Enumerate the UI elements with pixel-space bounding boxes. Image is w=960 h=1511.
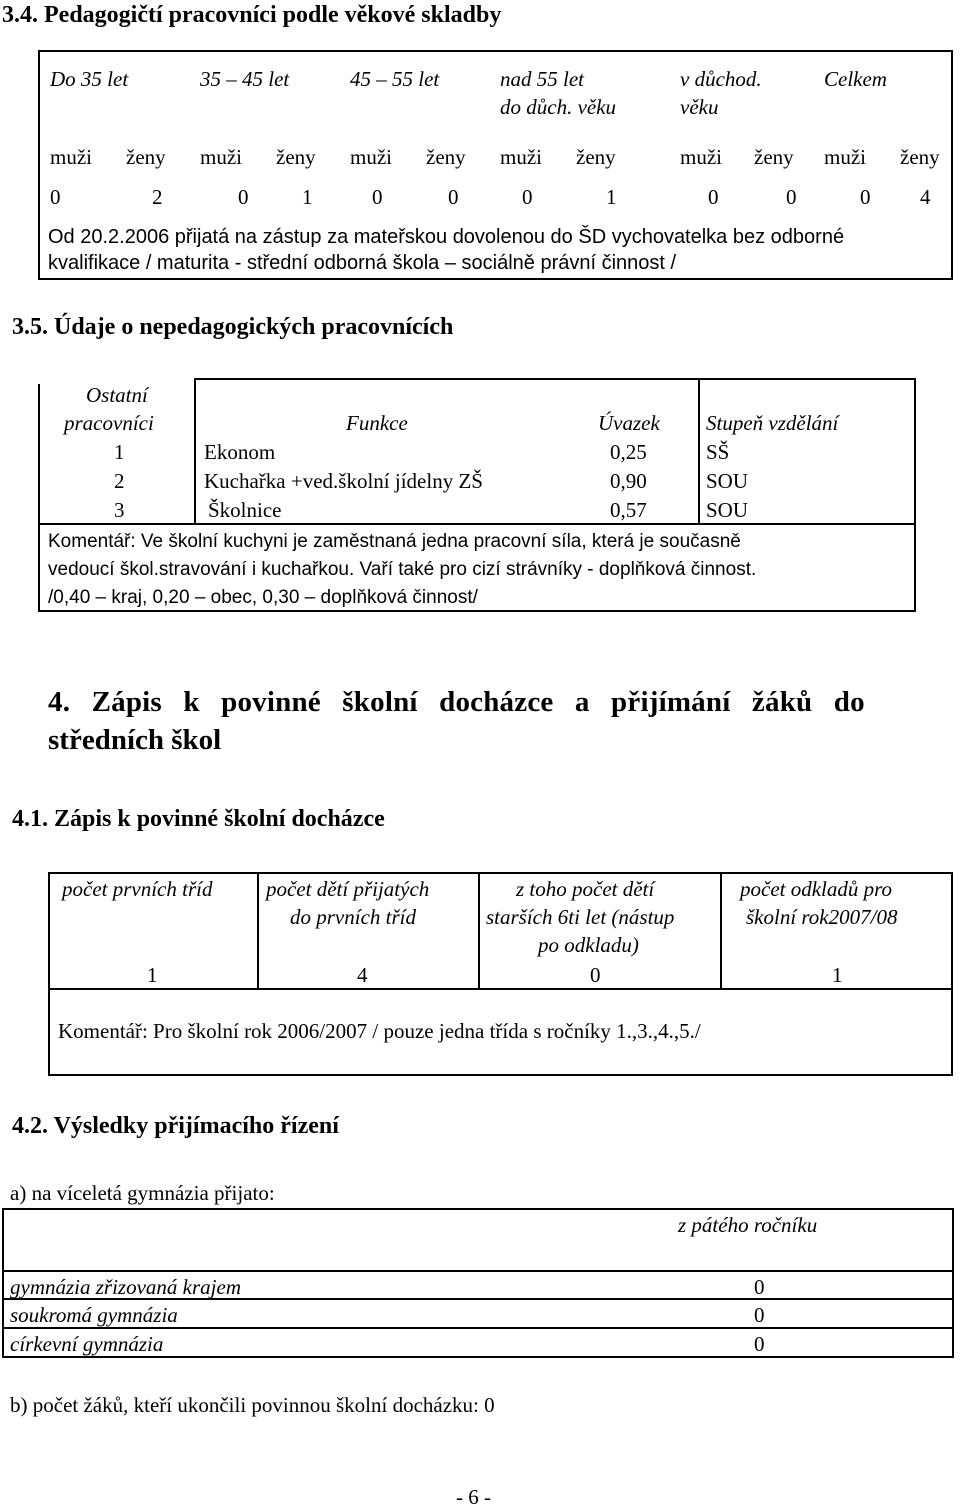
- gender-cell: muži: [680, 145, 722, 169]
- age-group-header: do důch. věku: [500, 95, 617, 119]
- enroll-header-older-children: po odkladu): [538, 933, 639, 957]
- admission-b-label: b) počet žáků, kteří ukončili povinnou školní docházku: 0: [10, 1393, 495, 1417]
- enroll-value: 1: [147, 963, 158, 987]
- value-cell: 0: [50, 185, 61, 209]
- admission-row-label: soukromá gymnázia: [10, 1303, 178, 1327]
- staff-comment: /0,40 – kraj, 0,20 – obec, 0,30 – doplňková činnost/: [48, 587, 478, 608]
- staff-comment: vedoucí škol.stravování i kuchařkou. Vaří také pro cizí strávníky - doplňková činnost.: [48, 559, 757, 580]
- section-4-2-heading: 4.2. Výsledky přijímacího řízení: [12, 1113, 339, 1139]
- enroll-header-older-children: z toho počet dětí: [516, 877, 655, 901]
- value-cell: 2: [152, 185, 163, 209]
- admission-col-header: z pátého ročníku: [678, 1213, 818, 1237]
- staff-header-load: Úvazek: [598, 411, 660, 435]
- admission-row-label: gymnázia zřizovaná krajem: [10, 1275, 241, 1299]
- enroll-header-deferrals: školní rok2007/08: [746, 905, 898, 929]
- staff-comment: Komentář: Ve školní kuchyni je zaměstnaná jedna pracovní síla, která je současně: [48, 531, 741, 552]
- gender-cell: muži: [200, 145, 242, 169]
- value-cell: 0: [860, 185, 871, 209]
- staff-header-function: Funkce: [346, 411, 408, 435]
- staff-header-education: Stupeň vzdělání: [706, 411, 839, 435]
- staff-row-number: 1: [114, 440, 125, 464]
- age-table-note: Od 20.2.2006 přijatá na zástup za mateřskou dovolenou do ŠD vychovatelka bez odborné: [48, 226, 845, 248]
- staff-header-col1: pracovníci: [64, 411, 154, 435]
- gender-cell: muži: [350, 145, 392, 169]
- admission-row-value: 0: [754, 1303, 765, 1327]
- staff-row-function: Kuchařka +ved.školní jídelny ZŠ: [204, 469, 483, 493]
- admission-row-label: církevní gymnázia: [10, 1332, 164, 1356]
- age-group-header: 35 – 45 let: [200, 67, 290, 91]
- value-cell: 0: [708, 185, 719, 209]
- age-table-note: kvalifikace / maturita - střední odborná škola – sociálně právní činnost /: [48, 252, 677, 274]
- value-cell: 1: [606, 185, 617, 209]
- admission-row-value: 0: [754, 1275, 765, 1299]
- age-group-header: Do 35 let: [50, 67, 129, 91]
- staff-row-number: 3: [114, 498, 125, 522]
- staff-row-education: SOU: [706, 469, 749, 493]
- age-group-header: nad 55 let: [500, 67, 584, 91]
- enrollment-table: [48, 872, 953, 1076]
- gender-cell: muži: [50, 145, 92, 169]
- staff-row-load: 0,25: [610, 440, 647, 464]
- section-4-1-heading: 4.1. Zápis k povinné školní docházce: [12, 806, 385, 832]
- value-cell: 0: [238, 185, 249, 209]
- enroll-value: 0: [590, 963, 601, 987]
- section-4-heading-cont: středních škol: [48, 724, 222, 756]
- age-group-header: 45 – 55 let: [350, 67, 440, 91]
- enroll-value: 4: [357, 963, 368, 987]
- value-cell: 0: [372, 185, 383, 209]
- gender-cell: ženy: [126, 145, 166, 169]
- gender-cell: ženy: [576, 145, 616, 169]
- section-3-4-heading: 3.4. Pedagogičtí pracovníci podle věkové skladby: [2, 2, 502, 28]
- value-cell: 0: [522, 185, 533, 209]
- age-group-header: v důchod.: [680, 67, 762, 91]
- staff-row-function: Ekonom: [204, 440, 276, 464]
- value-cell: 1: [302, 185, 313, 209]
- section-4-heading: 4. Zápis k povinné školní docházce a přijímání žáků do: [48, 686, 865, 718]
- gender-cell: ženy: [900, 145, 940, 169]
- age-group-header: věku: [680, 95, 719, 119]
- age-group-header: Celkem: [824, 67, 887, 91]
- value-cell: 0: [448, 185, 459, 209]
- staff-row-number: 2: [114, 469, 125, 493]
- gender-cell: ženy: [754, 145, 794, 169]
- gender-cell: ženy: [276, 145, 316, 169]
- age-structure-table: [38, 50, 953, 280]
- enroll-header-first-classes: počet prvních tříd: [62, 877, 213, 901]
- gender-cell: ženy: [426, 145, 466, 169]
- enroll-header-children-admitted: počet dětí přijatých: [266, 877, 430, 901]
- enroll-header-children-admitted: do prvních tříd: [290, 905, 416, 929]
- page-number: - 6 -: [456, 1485, 491, 1509]
- staff-row-education: SŠ: [706, 440, 730, 464]
- enroll-value: 1: [832, 963, 843, 987]
- section-3-5-heading: 3.5. Údaje o nepedagogických pracovnících: [12, 314, 454, 340]
- admission-a-label: a) na víceletá gymnázia přijato:: [10, 1181, 275, 1205]
- admission-row-value: 0: [754, 1332, 765, 1356]
- value-cell: 0: [786, 185, 797, 209]
- staff-table: [38, 378, 916, 612]
- admission-table: [2, 1208, 954, 1360]
- enroll-header-deferrals: počet odkladů pro: [740, 877, 893, 901]
- value-cell: 4: [920, 185, 931, 209]
- staff-row-load: 0,57: [610, 498, 647, 522]
- staff-header-col1: Ostatní: [86, 383, 148, 407]
- gender-cell: muži: [500, 145, 542, 169]
- gender-cell: muži: [824, 145, 866, 169]
- staff-row-load: 0,90: [610, 469, 647, 493]
- staff-row-education: SOU: [706, 498, 749, 522]
- enroll-header-older-children: starších 6ti let (nástup: [486, 905, 675, 929]
- enroll-comment: Komentář: Pro školní rok 2006/2007 / pouze jedna třída s ročníky 1.,3.,4.,5./: [58, 1019, 701, 1043]
- staff-row-function: Školnice: [208, 498, 282, 522]
